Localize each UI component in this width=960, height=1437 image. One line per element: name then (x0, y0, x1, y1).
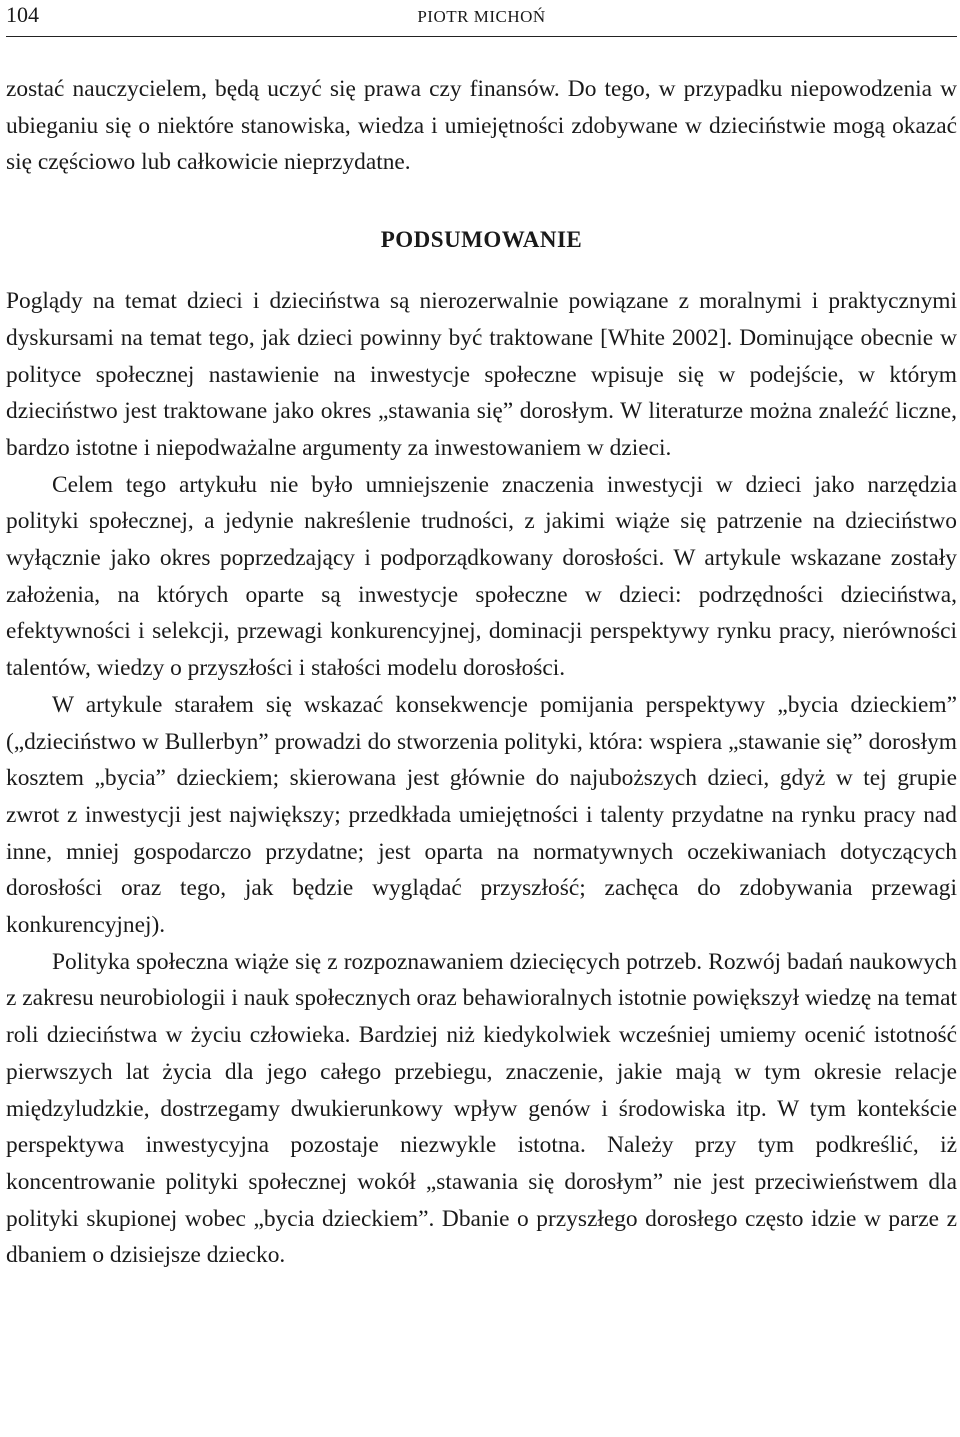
paragraph-summary-intro: Poglądy na temat dzieci i dzieciństwa są nierozerwalnie powiązane z moralnymi i praktycznymi dyskursami na temat tego, jak dzieci powinny być traktowane [White 2002]. Dominujące obecnie w polityce społecznej nastawienie na inwestycje społeczne wpisuje się w podejście, w którym dzieciństwo jest traktowane jako okres „stawania się” dorosłym. W literaturze można znaleźć liczne, bardzo istotne i niepodważalne argumenty za inwestowaniem w dzieci. (6, 288, 957, 461)
page-number: 104 (6, 2, 39, 27)
page-content (6, 0, 957, 1274)
paragraph-article-goal: Celem tego artykułu nie było umniejszenie znaczenia inwestycji w dzieci jako narzędzia polityki społecznej, a jedynie nakreślenie trudności, z jakimi wiąże się patrzenie na dzieciństwo wyłącznie jako okres poprzedzający i podporządkowany dorosłości. W artykule wskazane zostały założenia, na których oparte są inwestycje społeczne w dzieci: podrzędności dzieciństwa, efektywności i selekcji, przewagi konkurencyjnej, dominacji perspektywy rynku pracy, nierówności talentów, wiedzy o przyszłości i stałości modelu dorosłości. (6, 471, 957, 682)
section-heading: PODSUMOWANIE (380, 227, 583, 253)
body-text (6, 71, 957, 1274)
running-header (6, 0, 957, 37)
paragraph-social-policy: Polityka społeczna wiąże się z rozpoznawaniem dziecięcych potrzeb. Rozwój badań naukowych z zakresu neurobiologii i nauk społecznych oraz behawioralnych istotnie powiększył wiedzę na temat roli dzieciństwa w życiu człowieka. Bardziej niż kiedykolwiek wcześniej umiemy ocenić istotność pierwszych lat życia dla jego całego przebiegu, znaczenie, jakie mają w tym okresie relacje międzyludzkie, dostrzegamy dwukierunkowy wpływ genów i środowiska itp. W tym kontekście perspektywa inwestycyjna pozostaje niezwykle istotna. Należy przy tym podkreślić, iż koncentrowanie polityki społecznej wokół „stawania się dorosłym” nie jest przeciwieństwem dla polityki skupionej wobec „bycia dzieckiem”. Dbanie o przyszłego dorosłego często idzie w parze z dbaniem o dzisiejsze dziecko. (6, 948, 957, 1269)
paragraph-continuation: zostać nauczycielem, będą uczyć się prawa czy finansów. Do tego, w przypadku niepowodzenia w ubieganiu się o niektóre stanowiska, wiedza i umiejętności zdobywane w dzieciństwie mogą okazać się częściowo lub całkowicie nieprzydatne. (6, 76, 957, 176)
paragraph-consequences: W artykule starałem się wskazać konsekwencje pomijania perspektywy „bycia dzieckiem” („dzieciństwo w Bullerbyn” prowadzi do stworzenia polityki, która: wspiera „stawanie się” dorosłym kosztem „bycia” dzieckiem; skierowana jest głównie do najuboższych dzieci, gdyż w tej grupie zwrot z inwestycji jest największy; przedkłada umiejętności i talenty przydatne na rynku pracy nad inne, mniej gospodarczo przydatne; jest oparta na normatywnych oczekiwaniach dotyczących dorosłości oraz tego, jak będzie wyglądać przyszłość; zachęca do zdobywania przewagi konkurencyjnej). (6, 691, 957, 939)
running-head-author: PIOTR MICHOŃ (417, 7, 546, 26)
